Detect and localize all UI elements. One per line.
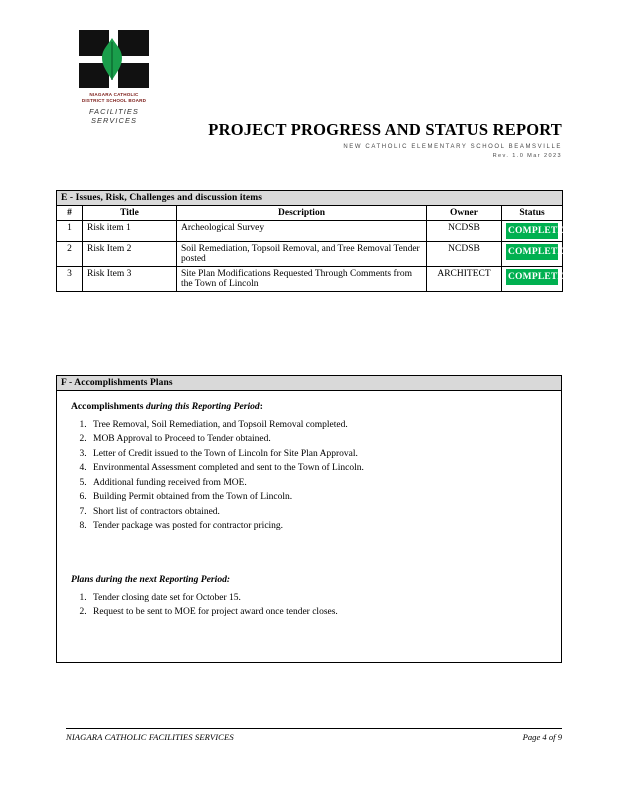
row-title: Risk Item 2 (83, 242, 177, 267)
section-e (56, 190, 572, 292)
section-e-heading-row (57, 191, 563, 206)
row-description: Site Plan Modifications Requested Through Comments from the Town of Lincoln (177, 267, 427, 292)
section-e-heading: E - Issues, Risk, Challenges and discussion items (57, 191, 563, 206)
status-badge (502, 242, 563, 267)
organization-logo (72, 28, 156, 125)
section-f (56, 375, 562, 663)
report-title-block (208, 120, 562, 159)
plans-label: Plans during the next Reporting Period: (71, 573, 231, 585)
column-header-title: Title (83, 206, 177, 221)
column-header-status: Status (502, 206, 563, 221)
row-description: Archeological Survey (177, 221, 427, 242)
table-header-row (57, 206, 563, 221)
row-number: 3 (57, 267, 83, 292)
status-badge-label: COMPLETE (506, 244, 558, 260)
row-owner: ARCHITECT (427, 267, 502, 292)
status-badge-label: COMPLETED (506, 269, 558, 285)
list-item: 6. Building Permit obtained from the Town of Lincoln. (89, 490, 547, 504)
row-number: 1 (57, 221, 83, 242)
report-subtitle: NEW CATHOLIC ELEMENTARY SCHOOL BEAMSVILLE (343, 144, 562, 150)
accomplishments-label-bold: Accomplishments (71, 401, 146, 412)
status-badge (502, 221, 563, 242)
list-item: 1. Tender closing date set for October 15. (89, 591, 547, 605)
footer-page-number: Page 4 of 9 (522, 732, 562, 742)
list-item: 3. Letter of Credit issued to the Town of Lincoln for Site Plan Approval. (89, 447, 547, 461)
row-owner: NCDSB (427, 242, 502, 267)
list-item: 2. Request to be sent to MOE for project award once tender closes. (89, 605, 547, 619)
list-item: 5. Additional funding received from MOE. (89, 476, 547, 490)
logo-caption (72, 92, 156, 104)
column-header-owner: Owner (427, 206, 502, 221)
accomplishments-list (89, 418, 547, 534)
table-row (57, 242, 563, 267)
section-f-heading-row (57, 376, 562, 391)
page-title: PROJECT PROGRESS AND STATUS REPORT (208, 120, 562, 139)
logo-icon (75, 28, 153, 90)
leaf-icon (97, 36, 127, 82)
row-description: Soil Remediation, Topsoil Removal, and Tree Removal Tender posted (177, 242, 427, 267)
page-footer (66, 728, 562, 742)
list-item: 8. Tender package was posted for contractor pricing. (89, 519, 547, 533)
accomplishments-heading-table (56, 375, 562, 391)
list-item: 4. Environmental Assessment completed and sent to the Town of Lincoln. (89, 461, 547, 475)
row-owner: NCDSB (427, 221, 502, 242)
accomplishments-label (71, 401, 547, 412)
status-badge (502, 267, 572, 292)
section-f-heading: F - Accomplishments Plans (57, 376, 562, 391)
list-item: 1. Tree Removal, Soil Remediation, and Topsoil Removal completed. (89, 418, 547, 432)
status-badge-label: COMPLETE (506, 223, 558, 239)
column-header-num: # (57, 206, 83, 221)
logo-subtitle: FACILITIES SERVICES (89, 107, 139, 126)
accomplishments-label-end: : (259, 401, 263, 412)
logo-caption-line2: DISTRICT SCHOOL BOARD (81, 98, 147, 104)
column-header-description: Description (177, 206, 427, 221)
plans-list (89, 591, 547, 620)
row-number: 2 (57, 242, 83, 267)
row-title: Risk Item 3 (83, 267, 177, 292)
list-item: 7. Short list of contractors obtained. (89, 505, 547, 519)
logo-caption-line1: NIAGARA CATHOLIC (89, 92, 139, 97)
list-item: 2. MOB Approval to Proceed to Tender obtained. (89, 432, 547, 446)
table-row (57, 221, 563, 242)
row-title: Risk item 1 (83, 221, 177, 242)
accomplishments-label-italic: during this Reporting Period (145, 401, 260, 412)
report-revision: Rev. 1.0 Mar 2023 (492, 153, 562, 159)
issues-risk-table (56, 190, 572, 292)
table-row (57, 267, 563, 292)
footer-left: NIAGARA CATHOLIC FACILITIES SERVICES (66, 732, 234, 742)
accomplishments-body (56, 391, 562, 663)
